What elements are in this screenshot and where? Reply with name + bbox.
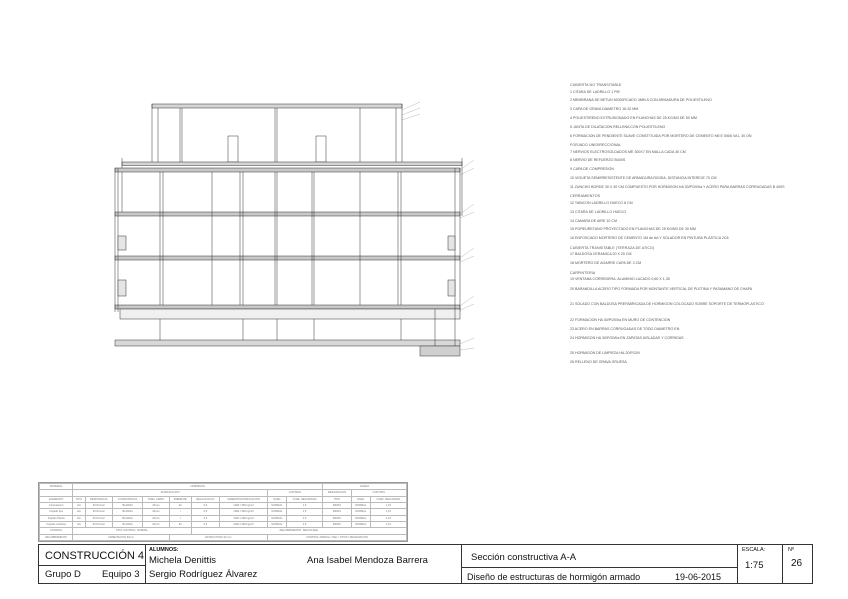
student-name: Michela Denittis <box>149 555 217 566</box>
schedule-header: DESIGNACION <box>323 490 352 496</box>
legend-item: 12 TABICON LADRILLO HUECO 8 CM <box>570 201 633 205</box>
schedule-col: COEF. SEGURIDAD <box>370 496 406 502</box>
legend-item: 11 ZUNCHO BORDE 30 X 30 CM COMPUESTO POR HORMIGON HA 30/P/20/IIa Y ACERO PARA BARRAS CORRUGADAS B 400S <box>570 184 785 189</box>
legend-item: 18 MORTERO DE AGARRE CAPA DE 3 CM <box>570 261 642 266</box>
schedule-cell: CEM I 300 kg/m3 <box>220 509 268 515</box>
schedule-cell: CIMENTACION 50mm <box>73 534 169 540</box>
student-name: Sergio Rodríguez Álvarez <box>149 569 258 580</box>
sheet-subtitle: Diseño de estructuras de hormigón armado <box>467 572 641 582</box>
schedule-col: CONSISTENCIA <box>112 496 142 502</box>
schedule-cell: 20mm <box>143 515 169 521</box>
legend-item: 21 SOLADO CON BALDOSA PREFABRICADA DE HORMIGON COLOCADO SOBRE SOPORTE DE TERMOPLASTICO <box>570 302 764 307</box>
schedule-cell: 1,5 <box>287 502 323 508</box>
sheet-title: Sección constructiva A-A <box>471 552 577 563</box>
legend-item: 20 BARANDILLA ACERO TIPO FORMADA POR MONTANTE VERTICAL DE PLETINA Y PASAMANO DE CHAPA <box>570 286 753 291</box>
legend-item: 1 CITARA DE LADRILLO 1 PIE <box>570 89 620 94</box>
schedule-cell: NORMAL <box>267 521 286 527</box>
schedule-header: CONTROL <box>351 490 406 496</box>
legend-item: 5 JUNTA DE DILATACION RELLENA CON POLIESTILENO <box>570 124 666 129</box>
schedule-cell: NORMAL <box>351 509 370 515</box>
legend-item: 26 RELLENO DE GRAVA GRUESA <box>570 360 627 364</box>
schedule-cell: B400S <box>323 521 352 527</box>
schedule-cell: 1,15 <box>370 502 406 508</box>
schedule-cell: CEM I 350 kg/m3 <box>220 502 268 508</box>
schedule-cell: NORMAL <box>267 515 286 521</box>
construction-legend <box>570 78 810 370</box>
schedule-cell: 30 N/mm2 <box>85 515 112 521</box>
sheet-number-label: Nº <box>788 547 794 553</box>
schedule-cell: 30 N/mm2 <box>85 502 112 508</box>
schedule-cell: CONTROL ARIDO/A / S/EL / TIPOS / DESIGNACION <box>267 534 406 540</box>
sheet-date: 19-06-2015 <box>675 572 722 582</box>
schedule-cell: CEM I 300 kg/m3 <box>220 521 268 527</box>
schedule-col: TIPO <box>73 496 85 502</box>
scale-value: 1:75 <box>745 560 764 571</box>
schedule-cell: NORMAL <box>267 509 286 515</box>
schedule-cell: HA <box>73 509 85 515</box>
schedule-header: DOSIFICACION <box>73 490 268 496</box>
foundation-slab <box>115 340 460 346</box>
foundation-wall <box>120 309 460 319</box>
schedule-col: NIVEL <box>267 496 286 502</box>
legend-item: 6 FORMACION DE PENDIENTE SUAVE CONSTITUIDA POR MORTERO DE CEMENTO M5 E 5/6/6 VA L 30 ON <box>570 133 752 138</box>
schedule-cell: Cimentacion <box>40 502 73 508</box>
legend-item: 2 MEMBRANA DE BETUN MODIFICADO 4MM A CON ARMADURA DE POLIESTILENO <box>570 98 712 103</box>
schedule-cell: BLANDA <box>112 521 142 527</box>
legend-heading: FORJADO UNIDIRECCIONAL <box>570 143 622 148</box>
legend-group-roof <box>570 84 810 138</box>
schedule-cell: RECUBRIMIENTO: SEGUN EHE <box>191 528 406 534</box>
schedule-cell: Forjado tipo <box>40 509 73 515</box>
scale-label: ESCALA: <box>742 547 766 553</box>
schedule-col: AMBIENTE <box>169 496 191 502</box>
schedule-cell: CONTROL <box>40 528 73 534</box>
legend-group-carpentry <box>570 272 810 282</box>
schedule-col: ELEMENTO <box>40 496 73 502</box>
floor-slab-3 <box>115 256 460 260</box>
students-label: ALUMNOS: <box>149 547 179 553</box>
legend-heading: CARPINTERIA <box>570 270 596 275</box>
legend-item: 8 NERVIO DE REFUERZO B400S <box>570 158 626 163</box>
schedule-cell: 1,5 <box>287 509 323 515</box>
schedule-cell: HA <box>73 502 85 508</box>
schedule-cell: I <box>169 509 191 515</box>
schedule-cell: NORMAL <box>351 515 370 521</box>
schedule-cell: NORMAL <box>267 502 286 508</box>
floor-slab-4 <box>115 305 460 309</box>
legend-item: 7 NERVIOS ELECTROSOLDADOS ME 300X7 EN MALLA CADA 30 CM <box>570 149 686 154</box>
schedule-cell: 20mm <box>143 502 169 508</box>
schedule-cell: 0,6 <box>191 509 220 515</box>
course-title: CONSTRUCCIÓN 4 <box>45 550 145 562</box>
schedule-col: TIPO <box>323 496 352 502</box>
terrace-slab <box>122 162 462 166</box>
schedule-col: CEMENTO/DOSIFICACION <box>220 496 268 502</box>
legend-item: 10 VIGUETA SEMIRRESISTENTE DE ARMADURA RIGIDA, DISTANCIA INTEREJE 70 CM <box>570 176 717 181</box>
schedule-cell: TIPO CONTROL: NORMAL <box>73 528 191 534</box>
schedule-cell: BLANDA <box>112 509 142 515</box>
legend-item: 24 HORMIGON HA 30/P/20/IIa EN ZAPATAS AISLADAS Y CORRIDAS <box>570 335 684 340</box>
legend-item: 15 POREURETANO PROYECTADO EN PLANCHAS DE 25 KG/M3 DE 30 MM <box>570 227 696 232</box>
legend-heading: CERRAMIENTOS <box>570 194 601 199</box>
schedule-cell: 1,5 <box>287 521 323 527</box>
materials-schedule-table <box>38 482 408 542</box>
schedule-cell: 20mm <box>143 509 169 515</box>
schedule-cell: BLANDA <box>112 515 142 521</box>
schedule-col: RELACION A/C <box>191 496 220 502</box>
schedule-header: ACERO <box>323 484 407 490</box>
student-name: Ana Isabel Mendoza Barrera <box>307 555 428 566</box>
schedule-cell: Forjado Planta <box>40 515 73 521</box>
floor-slab-1 <box>115 168 460 172</box>
schedule-cell: CEM I 300 kg/m3 <box>220 515 268 521</box>
legend-group-terrace <box>570 247 810 266</box>
schedule-cell: Forjado Cubierta <box>40 521 73 527</box>
schedule-cell: IIa <box>169 521 191 527</box>
legend-item: 16 ENFOSCADO MORTERO DE CEMENTO 1M de AA Y SOLADOR EN PINTURA PLASTICA 2C8 <box>570 236 729 241</box>
schedule-cell: 30 N/mm2 <box>85 521 112 527</box>
legend-item: 14 CAMARA DE AIRE 10 CM <box>570 218 617 223</box>
schedule-cell: 1,15 <box>370 509 406 515</box>
roof-slab <box>152 104 402 108</box>
schedule-header: CONTROL <box>267 490 322 496</box>
sheet-number: 26 <box>791 558 803 569</box>
schedule-col: RESISTENCIA <box>85 496 112 502</box>
legend-item: 23 ACERO EN BARRAS CORRUGADAS DE TODO DIAMETRO EN <box>570 326 680 331</box>
schedule-cell: HA <box>73 521 85 527</box>
schedule-cell: 0,6 <box>191 502 220 508</box>
legend-item: 19 VENTANA CORREDERA. ALUMINIO LACADO 0,60 X 1,35 <box>570 277 670 282</box>
team-label: Equipo 3 <box>102 569 140 580</box>
schedule-cell: NORMAL <box>351 521 370 527</box>
schedule-cell: 1,5 <box>287 515 323 521</box>
schedule-cell: B400S <box>323 509 352 515</box>
legend-heading: CUBIERTA TRANSITABLE (TERRAZA DE ATICO) <box>570 245 655 250</box>
schedule-cell: RECUBRIMIENTO <box>40 534 73 540</box>
schedule-col: TAMA. ARIDO <box>143 496 169 502</box>
schedule-cell: B400S <box>323 515 352 521</box>
schedule-col: COEF. SEGURIDAD <box>287 496 323 502</box>
schedule-cell: ESTRUCTURA 30 mm <box>169 534 267 540</box>
schedule-cell: B400S <box>323 502 352 508</box>
schedule-cell: 20mm <box>143 521 169 527</box>
schedule-cell: 30 N/mm2 <box>85 509 112 515</box>
schedule-cell: 1,15 <box>370 515 406 521</box>
schedule-header: HORMIGON <box>73 484 323 490</box>
schedule-cell: 1,15 <box>370 521 406 527</box>
schedule-cell: BLANDA <box>112 502 142 508</box>
legend-item: 22 FORMACION HA 30/P/20/IIa EN MURO DE CONTENCION <box>570 318 671 323</box>
schedule-col: NIVEL <box>351 496 370 502</box>
schedule-cell: 0,6 <box>191 515 220 521</box>
legend-group-other <box>570 288 810 365</box>
floor-slab-2 <box>115 212 460 216</box>
schedule-cell: I <box>169 515 191 521</box>
legend-item: 4 POLIESTIRENO EXTRUSIONADO EN PLANCHAS DE 25 KG/M3 DE 50 MM <box>570 115 697 120</box>
group-label: Grupo D <box>45 569 81 580</box>
legend-group-enclosure <box>570 195 810 240</box>
table-row <box>40 534 407 540</box>
legend-item: 25 HORMIGON DE LIMPIEZA HA-20/P/20/I <box>570 351 640 356</box>
schedule-cell: 0,6 <box>191 521 220 527</box>
legend-item: 9 CAPA DE COMPRESION <box>570 167 614 172</box>
legend-item: 3 CAPA DE GRAVA DIAMETRO 16-32 MM <box>570 107 639 112</box>
legend-item: 17 BALDOSA CERAMICA 20 X 20 CM <box>570 252 632 257</box>
legend-heading: CUBIERTA NO TRANSITABLE <box>570 83 622 87</box>
title-block <box>38 544 813 584</box>
schedule-header: MATERIAL <box>40 484 73 490</box>
legend-item: 13 CITARA DE LADRILLO HUECO <box>570 209 627 214</box>
schedule-cell: IIa <box>169 502 191 508</box>
schedule-cell: HA <box>73 515 85 521</box>
schedule-cell: NORMAL <box>351 502 370 508</box>
legend-group-slab <box>570 144 810 189</box>
